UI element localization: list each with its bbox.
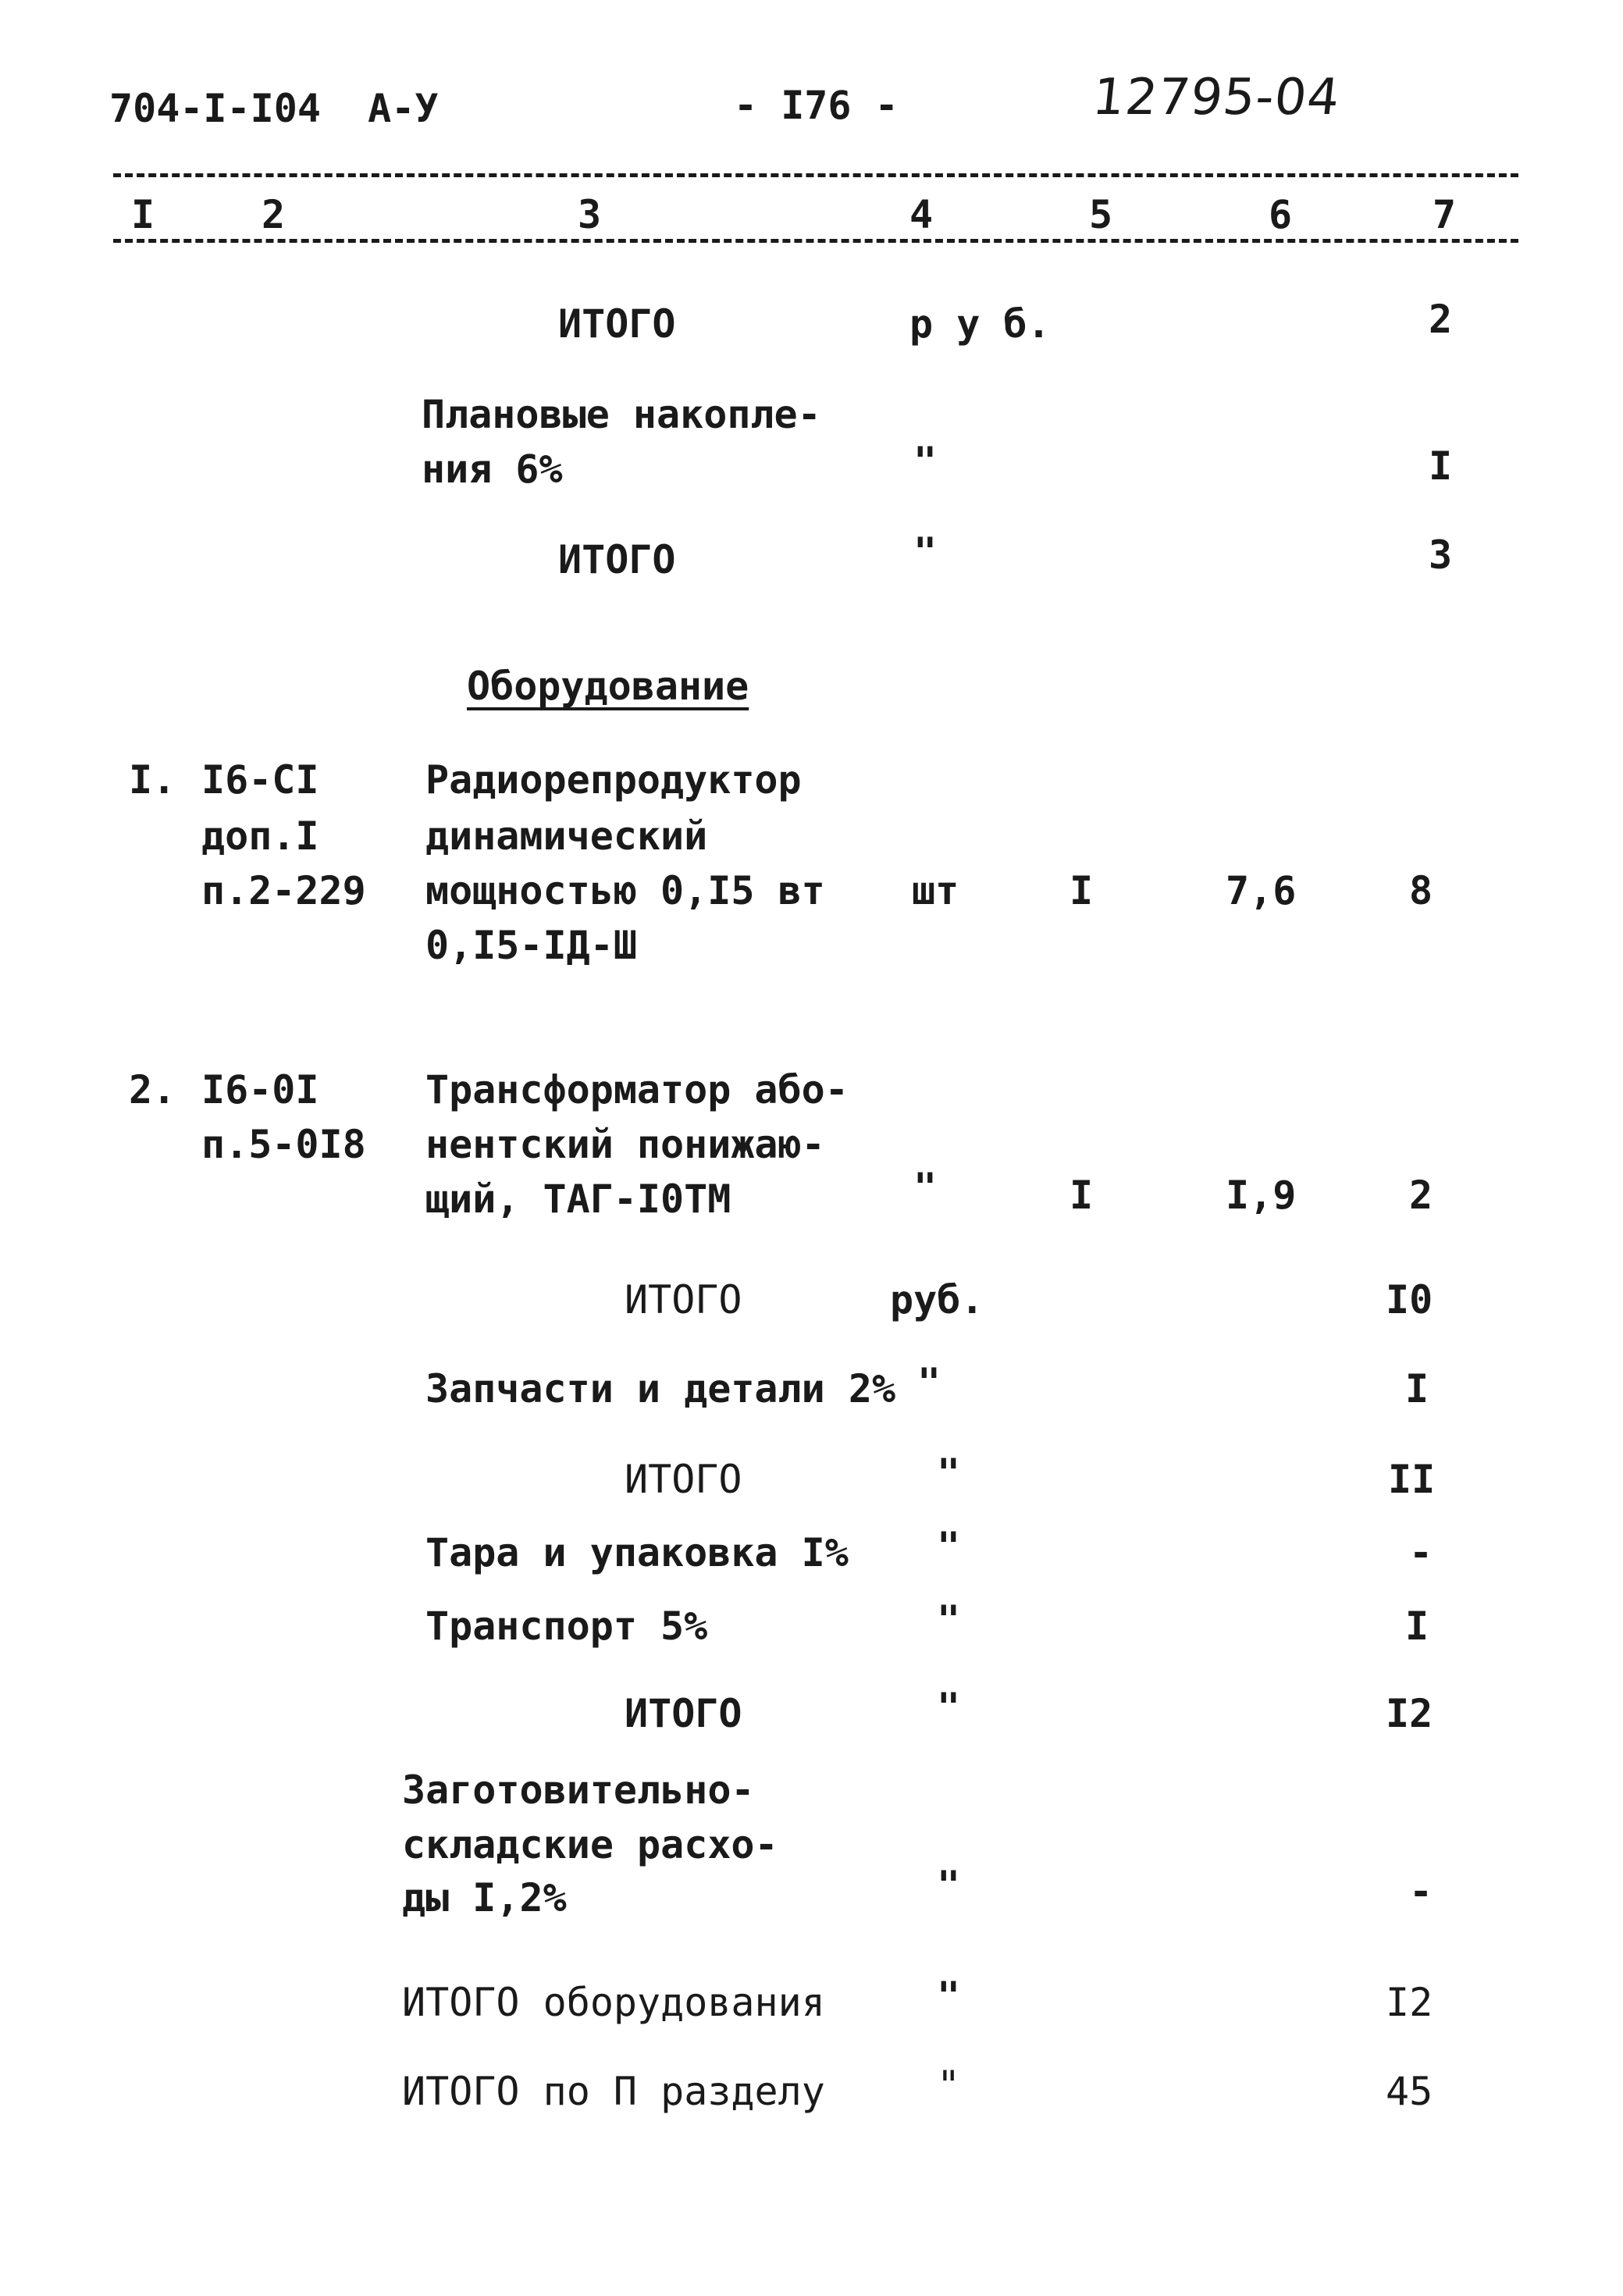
item-total: 8 bbox=[1409, 868, 1433, 913]
summary-unit: " bbox=[937, 2063, 961, 2108]
column-number-7: 7 bbox=[1433, 192, 1457, 237]
handwritten-number: 12795-04 bbox=[1090, 69, 1344, 126]
item-unit: шт bbox=[912, 868, 959, 913]
summary-total: I0 bbox=[1386, 1277, 1433, 1322]
summary-unit: " bbox=[937, 1974, 961, 2019]
item-number: 2. bbox=[129, 1067, 176, 1112]
subtotal-label: ИТОГО bbox=[558, 537, 676, 582]
column-header-bottom-rule bbox=[113, 239, 1518, 243]
summary-label: ИТОГО по П разделу bbox=[402, 2069, 825, 2114]
column-number-2: 2 bbox=[262, 192, 286, 237]
subtotal-total: 2 bbox=[1429, 297, 1453, 342]
item-name-line-1: Трансформатор або- bbox=[425, 1067, 849, 1112]
column-number-6: 6 bbox=[1269, 192, 1293, 237]
summary-total: - bbox=[1409, 1530, 1433, 1575]
planned-savings-label-line-2: ния 6% bbox=[422, 447, 563, 492]
summary-label: Запчасти и детали 2% bbox=[425, 1366, 896, 1411]
summary-unit: " bbox=[937, 1597, 961, 1643]
subtotal-label: ИТОГО bbox=[558, 301, 676, 347]
item-quantity: I bbox=[1070, 1173, 1094, 1218]
column-number-4: 4 bbox=[909, 192, 934, 237]
summary-total: I2 bbox=[1386, 1980, 1433, 2025]
subtotal-unit: " bbox=[913, 529, 938, 575]
summary-unit: " bbox=[937, 1451, 961, 1496]
summary-total: II bbox=[1388, 1457, 1436, 1502]
summary-unit: " bbox=[937, 1685, 961, 1730]
item-number: I. bbox=[129, 757, 176, 803]
summary-label: Тара и упаковка I% bbox=[425, 1530, 849, 1575]
item-name-line-1: Радиорепродуктор bbox=[425, 757, 802, 803]
summary-total: 45 bbox=[1386, 2069, 1433, 2114]
summary-total: I bbox=[1405, 1604, 1429, 1649]
column-header-top-rule bbox=[113, 173, 1518, 177]
item-code-line-1: I6-CI bbox=[201, 757, 319, 803]
summary-unit: руб. bbox=[890, 1277, 984, 1322]
subtotal-unit: р у б. bbox=[909, 301, 1051, 347]
planned-savings-label-line-1: Плановые накопле- bbox=[422, 392, 821, 437]
item-name-line-4: 0,I5-IД-Ш bbox=[425, 923, 637, 968]
summary-label: Транспорт 5% bbox=[425, 1604, 708, 1649]
summary-unit: " bbox=[937, 1863, 961, 1908]
item-code-line-2: п.5-0I8 bbox=[201, 1122, 366, 1167]
column-number-3: 3 bbox=[578, 192, 602, 237]
section-title: Оборудование bbox=[467, 664, 749, 709]
column-number-1: I bbox=[131, 192, 155, 237]
summary-label-line-2: складские расхо- bbox=[402, 1822, 778, 1867]
item-price: I,9 bbox=[1226, 1173, 1297, 1218]
item-price: 7,6 bbox=[1226, 868, 1297, 913]
summary-unit: " bbox=[917, 1360, 941, 1405]
item-name-line-2: нентский понижаю- bbox=[425, 1122, 825, 1167]
item-code-line-3: п.2-229 bbox=[201, 868, 366, 913]
item-unit: " bbox=[913, 1165, 938, 1210]
item-code-line-2: доп.I bbox=[201, 813, 319, 859]
summary-label: ИТОГО bbox=[625, 1691, 742, 1736]
item-total: 2 bbox=[1409, 1173, 1433, 1218]
subtotal-total: 3 bbox=[1429, 532, 1453, 578]
item-name-line-2: динамический bbox=[425, 813, 708, 859]
summary-total: I bbox=[1405, 1366, 1429, 1411]
summary-label: ИТОГО bbox=[625, 1277, 742, 1322]
summary-label-line-1: Заготовительно- bbox=[402, 1767, 755, 1813]
item-code-line-1: I6-0I bbox=[201, 1067, 319, 1112]
summary-unit: " bbox=[937, 1524, 961, 1569]
summary-label: ИТОГО оборудования bbox=[402, 1980, 825, 2025]
document-code: 704-I-I04 А-У bbox=[109, 86, 439, 131]
page-number: - I76 - bbox=[734, 83, 899, 128]
item-quantity: I bbox=[1070, 868, 1094, 913]
item-name-line-3: щий, ТАГ-I0ТМ bbox=[425, 1176, 731, 1222]
planned-savings-total: I bbox=[1429, 443, 1453, 489]
summary-label-line-3: ды I,2% bbox=[402, 1875, 567, 1920]
column-number-5: 5 bbox=[1089, 192, 1113, 237]
item-name-line-3: мощностью 0,I5 вт bbox=[425, 868, 825, 913]
summary-label: ИТОГО bbox=[625, 1457, 742, 1502]
summary-total: - bbox=[1409, 1869, 1433, 1914]
summary-total: I2 bbox=[1386, 1691, 1433, 1736]
planned-savings-unit: " bbox=[913, 439, 938, 484]
